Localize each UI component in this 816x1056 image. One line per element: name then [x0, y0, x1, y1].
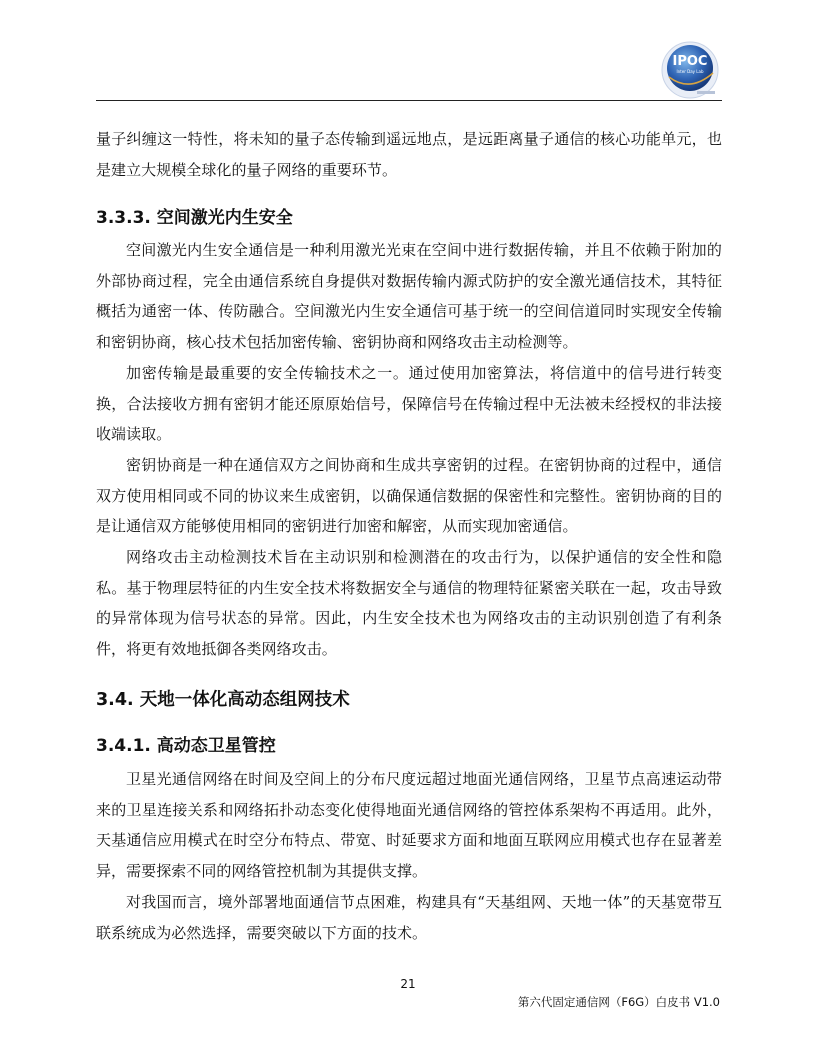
section-body-3-4-1 — [96, 764, 722, 948]
paragraph: 密钥协商是一种在通信双方之间协商和生成共享密钥的过程。在密钥协商的过程中，通信双方使用相同或不同的协议来生成密钥，以确保通信数据的保密性和完整性。密钥协商的目的是让通信双方能够使用相同的密钥进行加密和解密，从而实现加密通信。 — [96, 455, 722, 536]
paragraph: 网络攻击主动检测技术旨在主动识别和检测潜在的攻击行为，以保护通信的安全性和隐私。基于物理层特征的内生安全技术将数据安全与通信的物理特征紧密关联在一起，攻击导致的异常体现为信号状态的异常。因此，内生安全技术也为网络攻击的主动识别创造了有利条件，将更有效地抵御各类网络攻击。 — [96, 548, 722, 659]
page-number: 21 — [400, 977, 416, 991]
paragraph: 对我国而言，境外部署地面通信节点困难，构建具有“天基组网、天地一体”的天基宽带互联系统成为必然选择，需要突破以下方面的技术。 — [96, 892, 722, 942]
top-continuation — [96, 124, 722, 185]
section-heading-3-4: 3.4. 天地一体化高动态组网技术 — [96, 690, 350, 710]
paragraph: 卫星光通信网络在时间及空间上的分布尺度远超过地面光通信网络，卫星节点高速运动带来的卫星连接关系和网络拓扑动态变化使得地面光通信网络的管控体系架构不再适用。此外，天基通信应用模式在时空分布特点、带宽、时延要求方面和地面互联网应用模式也存在显著差异，需要探索不同的网络管控机制为其提供支撑。 — [96, 770, 722, 881]
section-heading-3-3-3: 3.3.3. 空间激光内生安全 — [96, 208, 293, 228]
paragraph: 量子纠缠这一特性，将未知的量子态传输到遥远地点，是远距离量子通信的核心功能单元，也是建立大规模全球化的量子网络的重要环节。 — [96, 130, 722, 179]
paragraph: 加密传输是最重要的安全传输技术之一。通过使用加密算法，将信道中的信号进行转变换，合法接收方拥有密钥才能还原原始信号，保障信号在传输过程中无法被未经授权的非法接收端读取。 — [96, 363, 722, 444]
paragraph: 空间激光内生安全通信是一种利用激光光束在空间中进行数据传输，并且不依赖于附加的外部协商过程，完全由通信系统自身提供对数据传输内源式防护的安全激光通信技术，其特征概括为通密一体、传防融合。空间激光内生安全通信可基于统一的空间信道同时实现安全传输和密钥协商，核心技术包括加密传输、密钥协商和网络攻击主动检测等。 — [96, 241, 722, 352]
ipoc-logo — [661, 41, 719, 99]
section-body-3-3-3 — [96, 235, 722, 665]
logo-text: IPOC — [672, 54, 708, 69]
logo-subtext: Inter Day Lab — [676, 69, 704, 74]
header-rule — [96, 100, 722, 101]
section-heading-3-4-1: 3.4.1. 高动态卫星管控 — [96, 736, 276, 756]
footer-doc-title: 第六代固定通信网（F6G）白皮书 V1.0 — [517, 995, 720, 1009]
